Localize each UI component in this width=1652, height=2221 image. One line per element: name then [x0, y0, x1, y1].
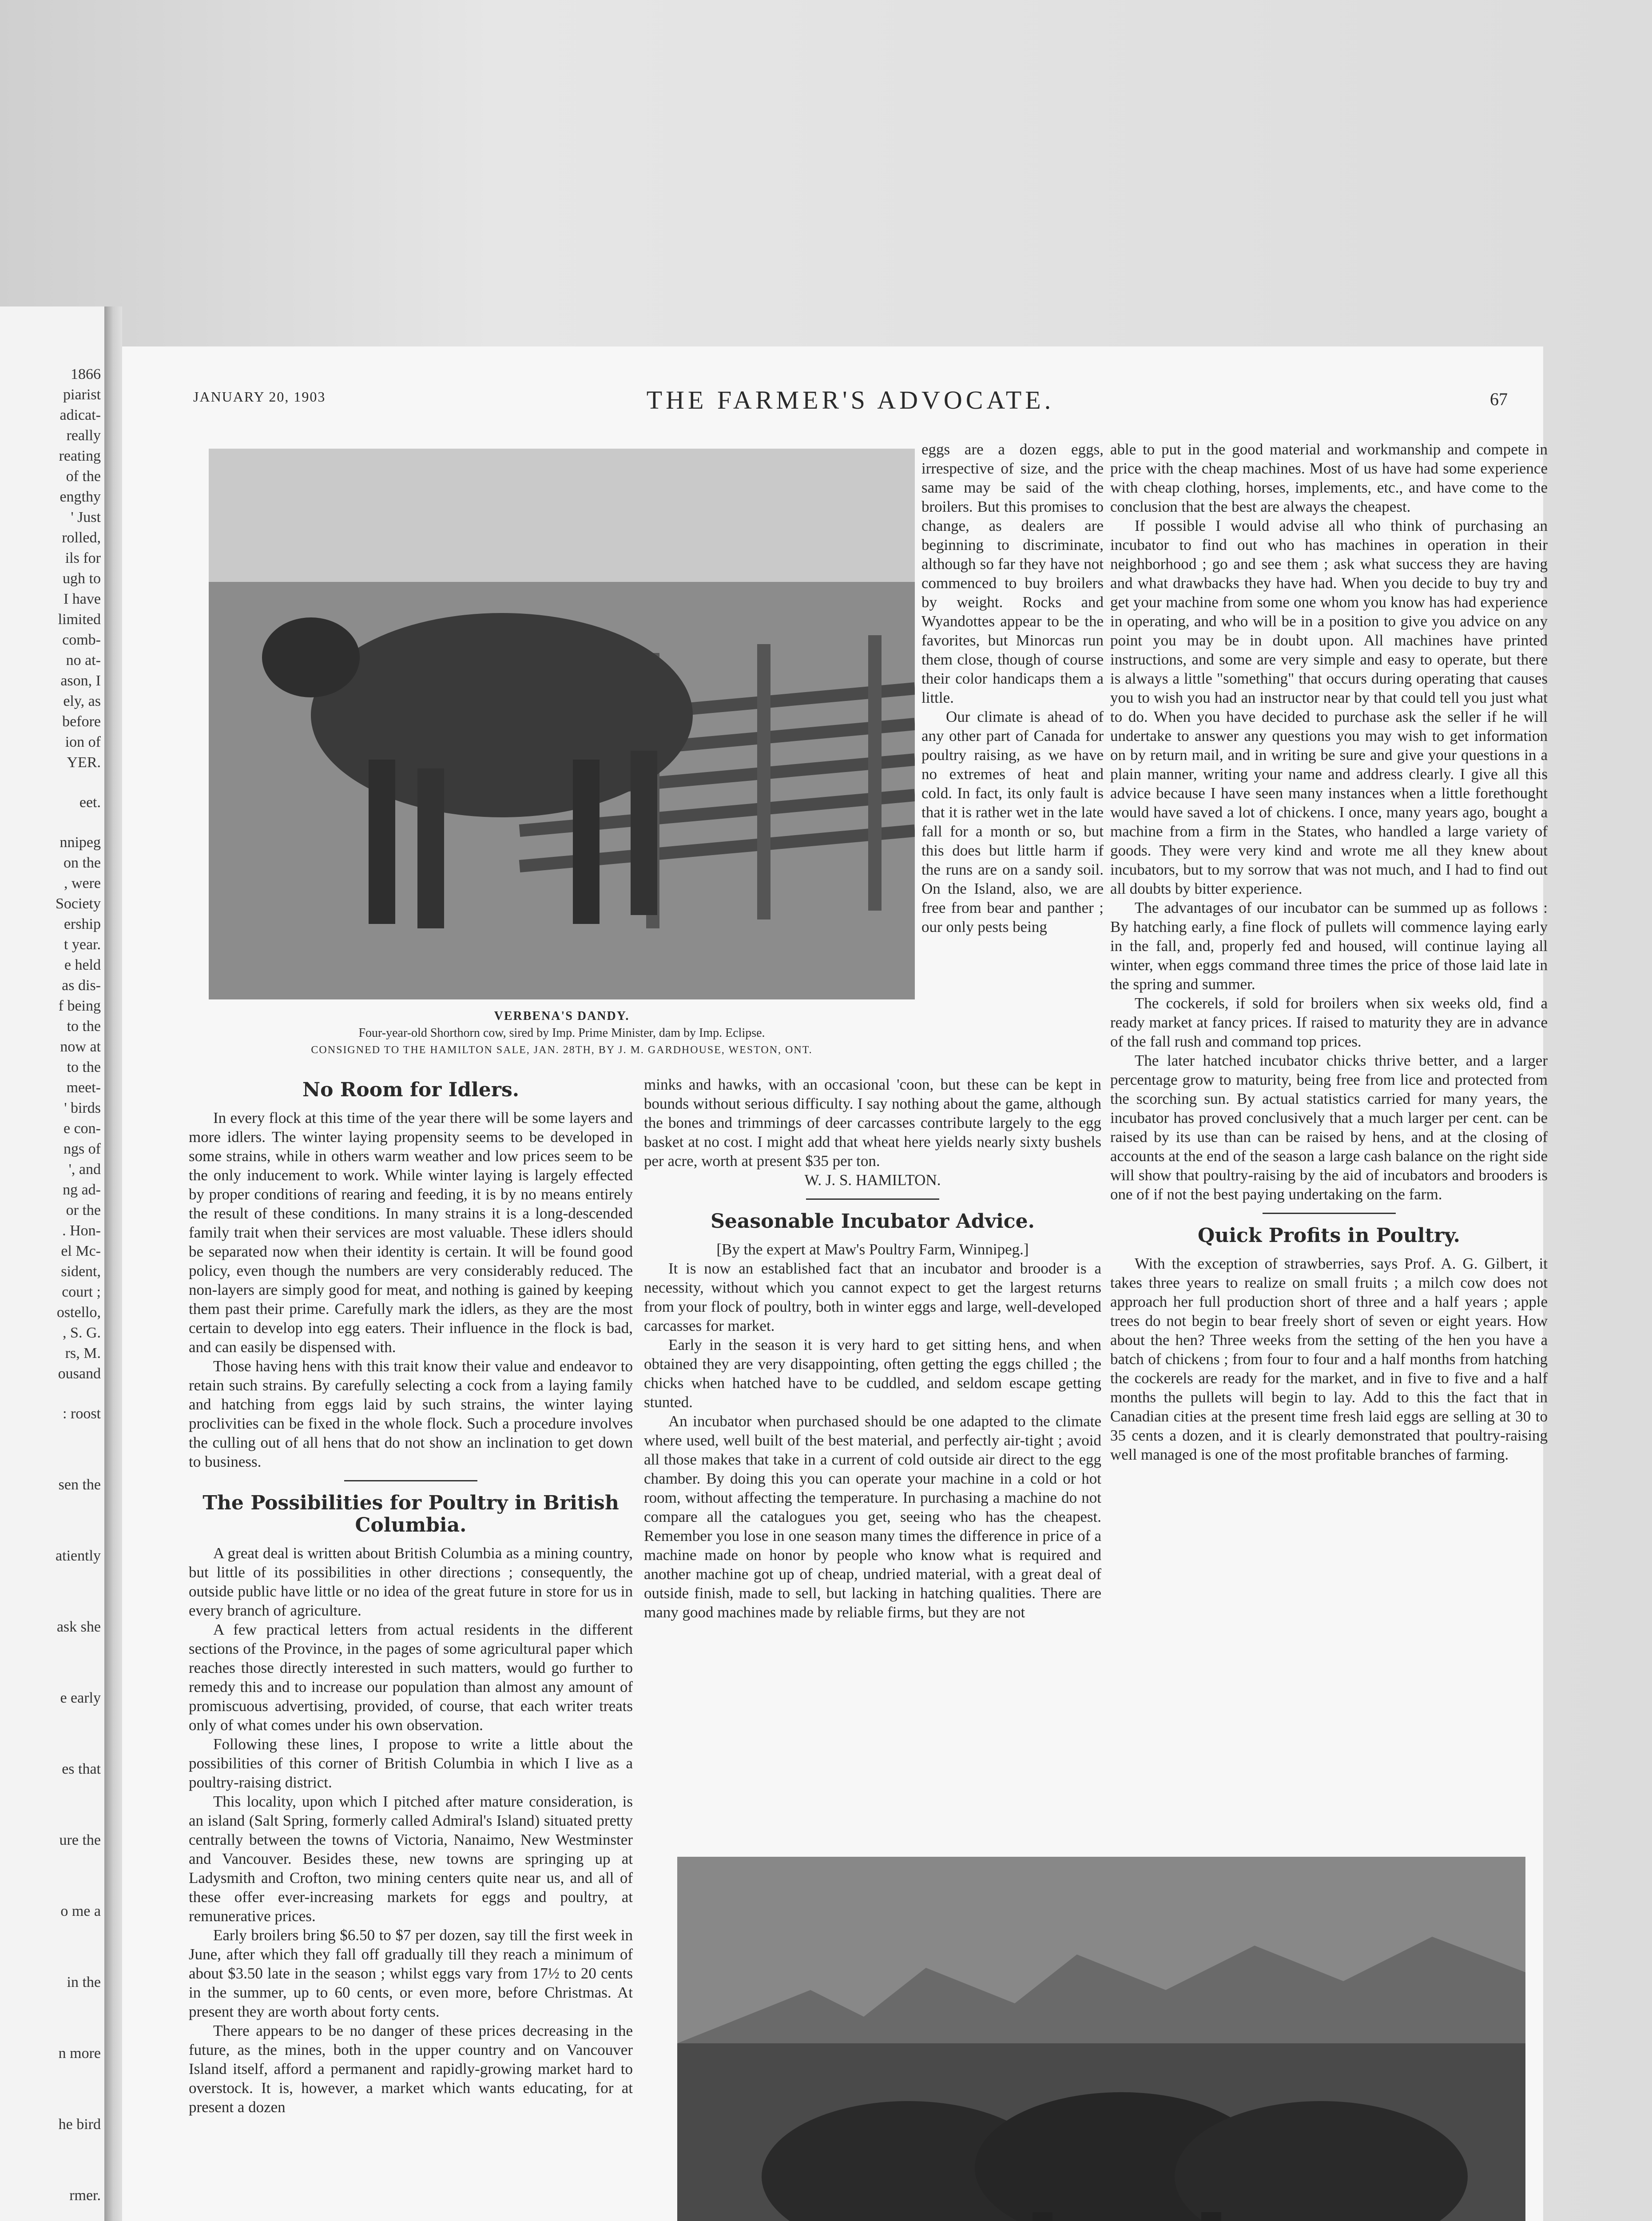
left-page-fragment: o me a: [60, 1903, 101, 1919]
left-page-fragment: now at: [60, 1039, 101, 1055]
cow-photo: [209, 449, 915, 999]
paragraph: The cockerels, if sold for broilers when six weeks old, find a ready market at fancy prices. If raised to maturity they are in advance of the fall rush and command top prices.: [1110, 995, 1548, 1050]
left-page-fragment: before: [62, 713, 101, 730]
paragraph: In every flock at this time of the year there will be some layers and more idlers. The winter laying propensity seems to be developed in some strains, while in others warm weather and low prices seem to be the only inducement to work. While winter laying is largely effected by proper conditions of rearing and feeding, it is by no means entirely the result of these conditions. In many strains it is a long-descended family trait when their services are most valuable. These idlers should be separated now when their identity is certain. It will be found good policy, even though the numbers are very considerably reduced. The non-layers are simply good for meat, and nothing is gained by keeping them past their prime. Carefully mark the idlers, as they are the most certain to develop into egg eaters. Their influence in the flock is bad, and can easily be dispensed with.: [189, 1109, 633, 1356]
paragraph: It is now an established fact that an incubator and brooder is a necessity, without which you cannot expect to get the largest returns from your flock of poultry, both in winter eggs and large, well-developed carcasses for market.: [644, 1260, 1101, 1334]
paragraph: With the exception of strawberries, says Prof. A. G. Gilbert, it takes three years to realize on small fruits ; a milch cow does not approach her full production short of three and a half years ; apple trees do not begin to bear freely short of seven or eight years. How about the hen? Three weeks from the setting of the hen you have a batch of chickens ; from four to four and a half months from hatching the cockerels are ready for the market, and in five to five and a half months the pullets will begin to lay. Add to this the fact that in Canadian cities at the present time fresh laid eggs are selling at 30 to 35 cents a dozen, and it is clearly demonstrated that poultry-raising well managed is one of the most profitable branches of farming.: [1110, 1255, 1548, 1463]
left-page-fragment: sident,: [61, 1263, 101, 1280]
left-page-fragment: on the: [63, 855, 101, 871]
left-page-fragment: e held: [64, 957, 101, 973]
paragraph: A great deal is written about British Columbia as a mining country, but little of its possibilities in other directions ; consequently, the outside public have little or no idea of the great future in store for us in every branch of agriculture.: [189, 1544, 633, 1619]
left-page-fragment: eet.: [79, 794, 101, 811]
left-page-fragment: or the: [66, 1202, 101, 1218]
left-page-fragment: : roost: [63, 1405, 101, 1422]
newspaper-page: [122, 346, 1548, 2221]
left-page-fragment: rolled,: [62, 529, 101, 546]
paragraph: able to put in the good material and workmanship and compete in price with the cheap machines. Most of us have had some experience with cheap clothing, horses, implements, etc., and have come to the conclusion that the best are always the cheapest.: [1110, 441, 1548, 515]
left-page-fragment: adicat-: [60, 407, 101, 423]
left-page-fragment: e early: [60, 1690, 101, 1706]
page-gutter: [104, 306, 122, 2221]
left-page-fragment: really: [66, 427, 101, 444]
paragraph: If possible I would advise all who think of purchasing an incubator to find out who has machines in operation in their neighborhood ; go and see them ; ask what success they are having and what drawbacks they have had. When you decide to buy try and get your machine from some one whom you know has had experience in operating, and who will be in a position to give you advice on any point you may be in doubt upon. All machines have printed instructions, and some are very simple and easy to operate, but there is always a little "something" that occurs during operating that causes you to wish you had an instructor near by that could tell you just what to do. When you have decided to purchase ask the seller if he will undertake to answer any questions you may wish to get information on by return mail, and in writing be sure and give your questions in a plain manner, writing your name and address clearly. I give all this advice because I have seen many instances when a little forethought would have saved a lot of chickens. I once, many years ago, bought a machine from a firm in the States, who handled a large variety of goods. They were very kind and wrote me all they knew about incubators, but to my sorrow that was not much, and I had to find out all doubts by bitter experience.: [1110, 517, 1548, 897]
left-page-fragment: Society: [56, 896, 101, 912]
left-page-fragment: reating: [59, 448, 101, 464]
left-page-fragment: , S. G.: [63, 1325, 101, 1341]
article-title-idlers: No Room for Idlers.: [302, 1079, 520, 1101]
article-byline: [By the expert at Maw's Poultry Farm, Winnipeg.]: [716, 1241, 1029, 1258]
left-page-fragment: in the: [67, 1974, 101, 1990]
left-page-fragment: ion of: [65, 734, 101, 750]
paragraph: A few practical letters from actual residents in the different sections of the Province, in the pages of some agricultural paper which reaches those directly interested in such matters, would go further to remedy this and to increase our population than almost any amount of promiscuous advertising, provided, of course, that each writer treats only of what comes under his own observation.: [189, 1621, 633, 1734]
column-2: [644, 1075, 1101, 1839]
header-title: THE FARMER'S ADVOCATE.: [646, 386, 1055, 414]
section-rule: [1263, 1213, 1396, 1214]
column-3: [1110, 440, 1548, 1839]
left-page-fragment: court ;: [62, 1284, 101, 1300]
left-page-fragment: ngs of: [63, 1141, 101, 1157]
left-page-fragment: ils for: [65, 550, 101, 566]
left-page-fragment: ousand: [58, 1365, 101, 1382]
left-page-fragment: as dis-: [62, 977, 101, 994]
paragraph: eggs are a dozen eggs, irrespective of size, and the same may be said of the broilers. But this promises to change, as dealers are beginning to discriminate, although so far they have not commenced to buy broilers by weight. Rocks and Wyandottes appear to be the favorites, but Minorcas run them close, though of course their color handicaps them a little.: [921, 441, 1104, 706]
column-2-narrow: [921, 440, 1104, 1071]
cow-caption-title: VERBENA'S DANDY.: [494, 1009, 630, 1023]
left-page-fragment: of the: [66, 468, 101, 485]
left-page-fragment: I have: [63, 591, 101, 607]
section-rule: [344, 1480, 477, 1481]
left-page-fragment: ' birds: [64, 1100, 101, 1116]
left-page-fragment: e con-: [63, 1120, 101, 1137]
left-page-fragment: ask she: [56, 1619, 101, 1635]
left-page-fragment: , were: [64, 875, 101, 892]
article-title-bc: The Possibilities for Poultry in British Columbia.: [203, 1492, 619, 1536]
article-title-profits: Quick Profits in Poultry.: [1198, 1224, 1460, 1247]
left-page-fragment: . Hon-: [62, 1222, 101, 1239]
left-page-fragment: engthy: [60, 489, 101, 505]
cow-caption-consigned: CONSIGNED TO THE HAMILTON SALE, JAN. 28TH, BY J. M. GARDHOUSE, WESTON, ONT.: [311, 1044, 813, 1056]
heifers-photo: [677, 1857, 1525, 2221]
left-page-fragment: he bird: [58, 2116, 101, 2133]
paragraph: The advantages of our incubator can be summed up as follows : By hatching early, a fine flock of pullets will commence laying early in the fall, and, properly fed and housed, will continue laying all winter, when eggs command three times the price of those laid late in the spring and summer.: [1110, 899, 1548, 993]
left-page-fragment: f being: [58, 998, 101, 1014]
left-page-fragment: el Mc-: [61, 1243, 101, 1259]
left-page-fragment: limited: [58, 611, 101, 628]
header-page-number: 67: [1490, 389, 1508, 409]
section-rule: [806, 1198, 939, 1200]
left-page-fragment: n more: [58, 2045, 101, 2062]
left-page-fragment: t year.: [64, 936, 101, 953]
left-page-fragment: ership: [64, 916, 101, 932]
left-page-fragment: ason, I: [60, 673, 101, 689]
left-page-fragment: ', and: [68, 1161, 101, 1178]
paragraph: Those having hens with this trait know their value and endeavor to retain such strains. By carefully selecting a cock from a laying family and hatching from eggs laid by such strains, the winter laying proclivities can be fixed in the whole flock. Such a procedure involves the culling out of all hens that do not show an inclination to get down to business.: [189, 1357, 633, 1470]
left-page-fragment: rs, M.: [65, 1345, 101, 1361]
left-page-fragment: YER.: [67, 754, 101, 771]
adjacent-page-fragment: [0, 306, 104, 2221]
left-page-fragment: atiently: [56, 1548, 101, 1564]
left-page-fragment: to the: [67, 1018, 101, 1035]
left-page-fragment: piarist: [63, 386, 101, 403]
cow-caption-desc: Four-year-old Shorthorn cow, sired by Imp. Prime Minister, dam by Imp. Eclipse.: [358, 1026, 765, 1040]
left-page-fragment: rmer.: [69, 2187, 101, 2204]
page-header: [193, 386, 1508, 415]
article-title-incubator: Seasonable Incubator Advice.: [711, 1210, 1035, 1233]
left-page-fragment: to the: [67, 1059, 101, 1075]
left-page-fragment: comb-: [62, 632, 101, 648]
left-page-fragment: es that: [62, 1761, 101, 1777]
paragraph: Our climate is ahead of any other part of Canada for poultry raising, as we have no extremes of heat and cold. In fact, its only fault is that it is rather wet in the late fall for a month or so, but this does but little harm if the runs are on a sandy soil. On the Island, also, we are free from bear and panther ; our only pests being: [921, 708, 1104, 935]
paragraph: There appears to be no danger of these prices decreasing in the future, as the mines, both in the upper country and on Vancouver Island itself, afford a permanent and rapidly-growing market hard to overstock. It is, however, a market which wants educating, for at present a dozen: [189, 2022, 633, 2116]
left-page-fragment: nnipeg: [60, 834, 101, 851]
left-page-fragment: ugh to: [63, 570, 101, 587]
paragraph: Following these lines, I propose to write a little about the possibilities of this corner of British Columbia in which I live as a poultry-raising district.: [189, 1735, 633, 1791]
left-page-fragment: ely, as: [63, 693, 101, 709]
left-page-fragment: no at-: [66, 652, 101, 669]
left-page-fragment: 1866: [71, 366, 101, 382]
paragraph: Early broilers bring $6.50 to $7 per dozen, say till the first week in June, after which they fall off gradually till they reach a minimum of about $3.50 late in the season ; whilst eggs vary from 17½ to 20 cents in the summer, up to 60 cents, or even more, before Christmas. At present they are worth about forty cents.: [189, 1926, 633, 2020]
left-page-fragment: meet-: [66, 1079, 101, 1096]
article-signature: W. J. S. HAMILTON.: [804, 1171, 941, 1189]
left-page-fragment: sen the: [58, 1477, 101, 1493]
left-page-fragment: ure the: [59, 1832, 101, 1848]
paragraph: The later hatched incubator chicks thrive better, and a larger percentage grow to maturity, being free from lice and protected from the scorching sun. By actual statistics carried for many years, the incubator has proved conclusively that a much larger per cent. can be raised by its use than can be raised by hens, and at the closing of accounts at the end of the season a large cash balance on the right side will show that poultry-raising by the aid of incubators and brooders is one of if not the best paying undertaking on the farm.: [1110, 1052, 1548, 1203]
left-page-fragment: ng ad-: [63, 1182, 101, 1198]
paragraph: minks and hawks, with an occasional 'coon, but these can be kept in bounds without serious difficulty. I say nothing about the game, although the bones and trimmings of deer carcasses contribute largely to the egg basket at no cost. I might add that wheat here yields nearly sixty bushels per acre, worth at present $35 per ton.: [644, 1076, 1101, 1170]
paragraph: This locality, upon which I pitched after mature consideration, is an island (Salt Spring, formerly called Admiral's Island) situated pretty centrally between the towns of Victoria, Nanaimo, New Westminster and Vancouver. Besides these, new towns are springing up at Ladysmith and Crofton, two mining centers quite near us, and all of these offer ever-increasing markets for eggs and poultry, at remunerative prices.: [189, 1793, 633, 1925]
paragraph: An incubator when purchased should be one adapted to the climate where used, well built of the best material, and perfectly air-tight ; avoid all those makes that take in a current of cold outside air direct to the egg chamber. By doing this you can operate your machine in a cold or hot room, without affecting the temperature. In purchasing a machine do not compare all the catalogues you get, seeing who has the cheapest. Remember you lose in one season many times the difference in price of a machine made on honor by people who know what is required and another machine got up of cheap, undried material, with a great deal of outside finish, made to sell, but lacking in hatching qualities. There are many good machines made by reliable firms, but they are not: [644, 1413, 1101, 1621]
header-date: JANUARY 20, 1903: [193, 389, 326, 405]
paragraph: Early in the season it is very hard to get sitting hens, and when obtained they are very disappointing, often getting the eggs chilled ; the chicks when hatched have to be cuddled, and seldom escape getting stunted.: [644, 1336, 1101, 1411]
left-page-fragment: ostello,: [56, 1304, 101, 1321]
column-1: [189, 1068, 633, 2221]
left-page-fragment: ' Just: [71, 509, 101, 525]
